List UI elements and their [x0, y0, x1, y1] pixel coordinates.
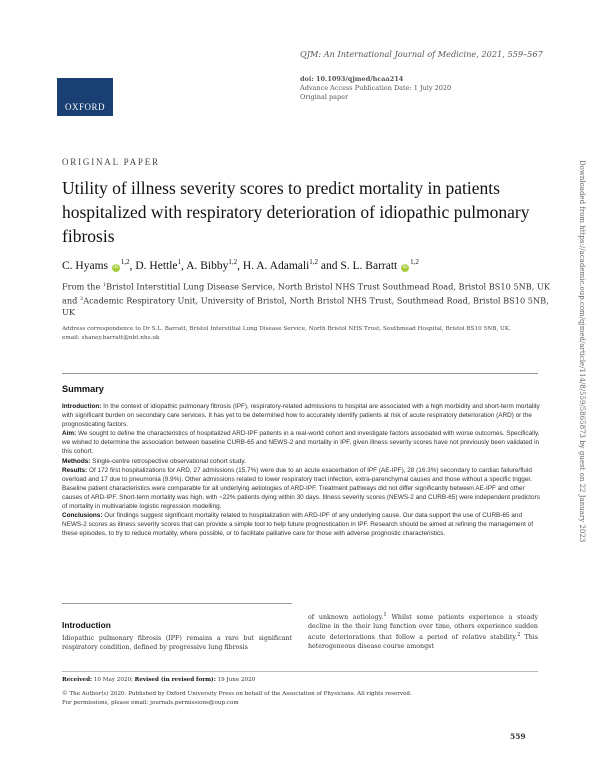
- received-date: 10 May 2020;: [92, 677, 135, 683]
- summary-text: Our findings suggest significant mortality related to hospitalization with ARD-IPF of any underlying cause. Our data support the use of CURB-65 and NEWS-2 scores as illness severity scores that can provide a simple tool to help future prognostication in IPF. Research should be aimed at refining the management of these episodes, to try to reduce mortality, where possible, or to facilitate palliative care for those with adverse prognostic characteristics.: [62, 512, 534, 538]
- body-text: Whilst some patients experience a steady decline in the their lung function over time, others experience sudden acute deteriorations that follow a period of relative stability.: [308, 614, 539, 642]
- summary-heading: Summary: [62, 384, 104, 394]
- revised-label: Revised (in revised form):: [134, 677, 216, 683]
- download-watermark: Downloaded from https://academic.oup.com/qjmed/article/114/8/559/5865873 by guest on 22 January 2023: [578, 160, 586, 543]
- publisher-logo-text: OXFORD: [64, 102, 105, 112]
- summary-results: [62, 466, 540, 511]
- summary-text: Of 172 first hospitalizations for ARD, 27 admissions (15.7%) were due to an acute exacerbation of IPF (AE-IPF), 28 (16.3%) secondary to cardiac failure/fluid overload and 17 due to pneumonia (9.9%). Other admissions related to lower respiratory tract infection, extra-parenchymal causes and those without a specific trigger. Baseline patient characteristics were comparable for all underlying aetiologies of ARD-IPF. Treatment pathways did not differ significantly between AE-IPF and other causes of ARD-IPF. Short-term mortality was high, with ~22% patients dying within 30 days. Illness severity scores (NEWS-2 and CURB-65) were independent predictors of mortality in multivariable logistic regression modelling.: [62, 466, 540, 511]
- orcid-icon[interactable]: iD: [113, 264, 119, 270]
- revised-date: 19 June 2020: [215, 677, 256, 683]
- affiliation-marker: 1: [102, 282, 107, 288]
- article-title: Utility of illness severity scores to predict mortality in patients hospitalized with respiratory deterioration of idiopathic pulmonary fibrosis: [62, 178, 530, 246]
- summary-methods: [62, 457, 540, 466]
- introduction-top-divider: [62, 603, 292, 604]
- affiliation-marker: 1,2: [410, 258, 419, 266]
- summary-aim: [62, 429, 540, 456]
- copyright-notice: © The Author(s) 2020. Published by Oxford University Press on behalf of the Association of Physicians. All rights reserved.: [62, 691, 412, 697]
- body-text: of unknown aetiology.: [308, 614, 384, 622]
- affiliation-marker: 1,2: [309, 258, 319, 266]
- reference-marker[interactable]: 2: [517, 632, 521, 639]
- introduction-column-2: [308, 611, 538, 651]
- summary-conclusions: [62, 511, 540, 538]
- author-name[interactable]: and S. L. Barratt: [318, 259, 398, 272]
- summary-label: Conclusions:: [62, 512, 103, 520]
- summary-label: Results:: [62, 466, 88, 474]
- section-label: ORIGINAL PAPER: [62, 157, 160, 167]
- summary-top-divider: [62, 373, 538, 374]
- summary-text: We sought to define the characteristics of hospitalized ARD-IPF patients in a real-world cohort and investigate factors associated with worse outcomes. Specifically, we wished to determine the association between baseline CURB-65 and NEWS-2 and mortality in IPF, given illness severity scores have not previously been validated in this cohort.: [62, 430, 540, 456]
- affiliation-marker: 1,2: [228, 258, 238, 266]
- body-text: This heterogeneous disease course amongst: [308, 634, 538, 651]
- affiliation-1: Bristol Interstitial Lung Disease Service, North Bristol NHS Trust Southmead Road, Bristol BS10 5NB, UK and: [62, 281, 551, 306]
- correspondence-address: Address correspondence to Dr S.L. Barratt, Bristol Interstitial Lung Disease Service, North Bristol NHS Trust, Southmead Hospital, Bristol BS10 5NB, UK.: [62, 326, 511, 332]
- permissions-email[interactable]: For permissions, please email: journals.permissions@oup.com: [62, 700, 239, 706]
- paper-type: Original paper: [300, 93, 349, 101]
- author-name[interactable]: , D. Hettle: [129, 259, 178, 272]
- received-label: Received:: [62, 677, 93, 683]
- copyright-block: [62, 690, 532, 708]
- affiliation-marker: 1,2: [120, 258, 130, 266]
- page-number: 559: [510, 732, 526, 741]
- author-name[interactable]: , A. Bibby: [181, 259, 229, 272]
- summary-introduction: [62, 402, 540, 429]
- summary-label: Aim:: [62, 430, 77, 438]
- summary-body: [62, 402, 540, 538]
- article-meta: [300, 75, 560, 102]
- introduction-heading: Introduction: [62, 620, 111, 630]
- affiliation-marker: 1: [177, 258, 182, 266]
- affiliation-marker: 2: [80, 295, 84, 302]
- summary-label: Introduction:: [62, 403, 102, 410]
- affiliation-2: Academic Respiratory Unit, University of Bristol, North Bristol NHS Trust, Southmead Road, Bristol BS10 5NB, UK: [62, 295, 549, 318]
- introduction-column-1: Idiopathic pulmonary fibrosis (IPF) remains a rare but significant respiratory condition, defined by progressive lung fibrosis: [62, 635, 292, 651]
- orcid-icon[interactable]: iD: [402, 264, 408, 270]
- advance-access-date: Advance Access Publication Date: 1 July 2020: [300, 84, 452, 92]
- author-name[interactable]: C. Hyams: [62, 259, 108, 272]
- journal-citation: QJM: An International Journal of Medicine, 2021, 559–567: [300, 49, 543, 59]
- affiliation-prefix: From the: [62, 281, 103, 292]
- publisher-logo: [57, 78, 113, 116]
- summary-text: In the context of idiopathic pulmonary fibrosis (IPF), respiratory-related admissions to hospital are associated with a high morbidity and short-term mortality with significant burden on secondary care services. It has yet to be determined how to accurately identify patients at risk of acute respiratory deterioration (ARD) or the prognosticating factors.: [62, 403, 540, 429]
- summary-text: Single-centre retrospective observational cohort study.: [90, 457, 246, 465]
- summary-label: Methods:: [62, 457, 91, 465]
- affiliations: [62, 279, 552, 318]
- reference-marker[interactable]: 1: [383, 612, 387, 618]
- correspondence-email[interactable]: email: shaney.barratt@nbt.nhs.uk: [62, 334, 160, 341]
- received-dates: [62, 676, 532, 685]
- footer-divider: [62, 671, 538, 672]
- doi-link[interactable]: doi: 10.1093/qjmed/hcaa214: [300, 75, 404, 83]
- author-name[interactable]: , H. A. Adamali: [237, 259, 310, 272]
- author-list: [62, 258, 419, 272]
- correspondence: [62, 325, 552, 342]
